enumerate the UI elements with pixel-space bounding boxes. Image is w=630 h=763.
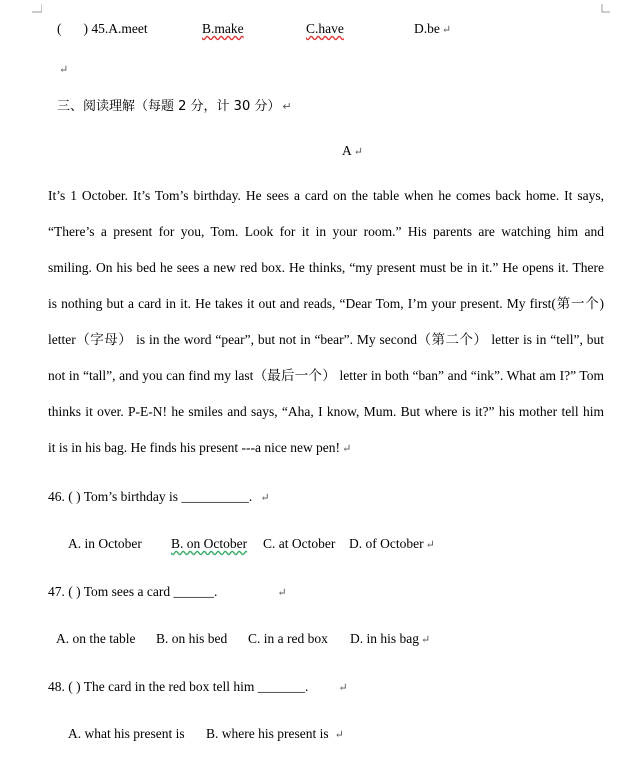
- passage-line: It’s 1 October. It’s Tom’s birthday. He sees a card on the table when he comes back home. It says,: [48, 188, 604, 203]
- q46-option-a-text: A. in October: [68, 536, 142, 551]
- passage-title: [342, 142, 363, 161]
- paragraph-mark-icon: ↵: [282, 100, 292, 113]
- paragraph-mark-icon: ↵: [59, 64, 69, 76]
- q48-option-b: [206, 725, 344, 744]
- paragraph-mark-icon: ↵: [342, 443, 352, 455]
- q48-stem-text: 48. ( ) The card in the red box tell him _______.: [48, 679, 309, 694]
- paragraph-mark-icon: ↵: [425, 539, 435, 551]
- q47-option-b: [156, 630, 227, 648]
- q47-option-a-text: A. on the table: [56, 631, 136, 646]
- q45-option-c: [306, 20, 344, 38]
- q46-option-d: [349, 535, 435, 554]
- passage-line: thinks it over. P-E-N! he smiles and says, “Aha, I know, Mum. But where is it?” his mother tell him: [48, 404, 604, 419]
- passage-line: “There’s a present for you, Tom. Look for it in your room.” His parents are watching him and: [48, 224, 604, 239]
- paragraph-mark-icon: ↵: [421, 634, 431, 646]
- paragraph-mark-icon: ↵: [353, 146, 363, 158]
- q46-option-c: [263, 535, 335, 553]
- paragraph-mark-icon: ↵: [441, 24, 452, 36]
- q45-option-c-text: C.have: [306, 21, 344, 36]
- q48-option-b-text: B. where his present is: [206, 726, 329, 741]
- paragraph-mark-icon: ↵: [260, 492, 270, 504]
- passage-title-text: A: [342, 143, 352, 158]
- page-corner-mark-right: [600, 4, 610, 14]
- q47-option-c-text: C. in a red box: [248, 631, 328, 646]
- q46-option-d-text: D. of October: [349, 536, 424, 551]
- q46-option-b: [171, 535, 247, 553]
- q45-option-b: [202, 20, 244, 38]
- q45-option-d: [414, 20, 451, 39]
- page-corner-mark-left: [32, 4, 42, 14]
- q45-option-d-text: D.be: [414, 21, 440, 36]
- q47-stem-text: 47. ( ) Tom sees a card ______.: [48, 584, 218, 599]
- empty-paragraph: [57, 60, 68, 79]
- passage-last-line-text: it is in his bag. He finds his present ---a nice new pen!: [48, 440, 341, 455]
- q48-option-a: [68, 725, 185, 743]
- paragraph-mark-icon: ↵: [338, 682, 348, 694]
- q45-paren-close: ): [83, 21, 88, 36]
- q47-option-c: [248, 630, 328, 648]
- q48-option-a-text: A. what his present is: [68, 726, 185, 741]
- passage-line: [48, 430, 604, 467]
- passage-line: not in “tall”, and you can find my last（最后一个） letter in both “ban” and “ink”. What am I?” Tom: [48, 368, 604, 383]
- q46-option-c-text: C. at October: [263, 536, 336, 551]
- q45-paren-open: (: [57, 21, 62, 36]
- paragraph-mark-icon: ↵: [277, 587, 287, 599]
- question-46-stem: [48, 488, 270, 507]
- passage-line: smiling. On his bed he sees a new red box. He thinks, “my present must be in it.” He opens it. There: [48, 260, 604, 275]
- passage-line: is nothing but a card in it. He takes it out and reads, “Dear Tom, I’m your present. My first(第一个): [48, 296, 604, 311]
- section-3-heading-text: 三、阅读理解（每题 2 分，计 30 分）: [57, 99, 281, 114]
- section-3-heading: [57, 98, 292, 116]
- q45-option-b-text: B.make: [202, 21, 244, 36]
- q47-option-a: [56, 630, 135, 648]
- passage-a-body: [48, 178, 604, 467]
- question-47-stem: [48, 583, 287, 602]
- q45-option-a: 45.A.meet: [91, 21, 148, 36]
- paragraph-mark-icon: ↵: [334, 729, 344, 741]
- q46-option-a: [68, 535, 142, 553]
- q46-option-b-text: B. on October: [171, 536, 248, 551]
- passage-line: letter（字母） is in the word “pear”, but not in “bear”. My second（第二个） letter is in “tell”, but: [48, 332, 604, 347]
- q46-stem-text: 46. ( ) Tom’s birthday is __________.: [48, 489, 253, 504]
- q47-option-d: [350, 630, 430, 649]
- question-48-stem: [48, 678, 348, 697]
- q47-option-b-text: B. on his bed: [156, 631, 228, 646]
- q47-option-d-text: D. in his bag: [350, 631, 419, 646]
- question-45: [57, 20, 148, 38]
